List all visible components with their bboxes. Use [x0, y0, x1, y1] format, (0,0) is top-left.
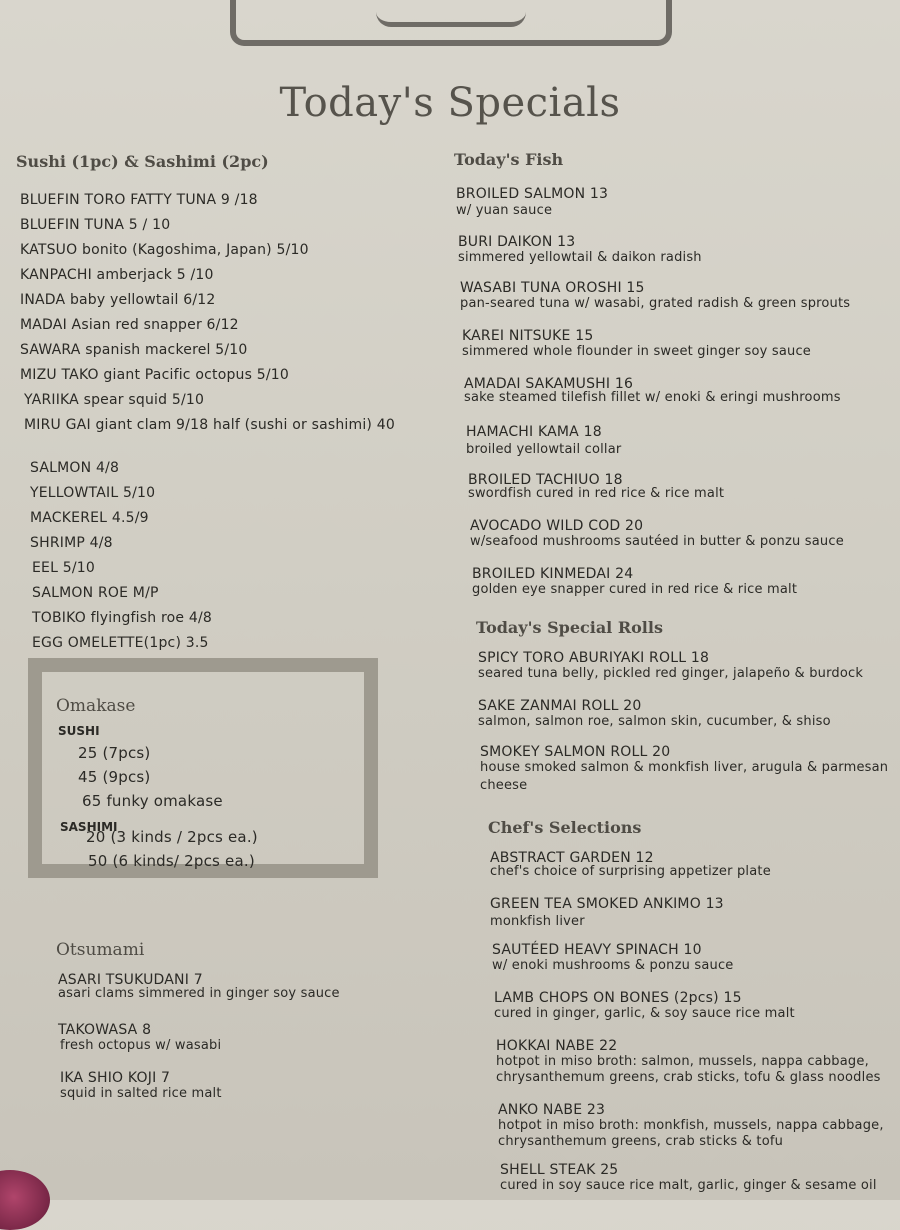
omakase-box	[28, 658, 378, 878]
sushi-item: BLUEFIN TUNA 5 / 10	[20, 217, 171, 233]
sushi-item: MIRU GAI giant clam 9/18 half (sushi or sashimi) 40	[24, 417, 395, 433]
fish-name: BROILED KINMEDAI 24	[472, 566, 634, 582]
fish-heading: Today's Fish	[454, 150, 564, 169]
omakase-heading: Omakase	[56, 696, 136, 716]
sushi-item: MADAI Asian red snapper 6/12	[20, 317, 239, 333]
otsumami-desc: asari clams simmered in ginger soy sauce	[58, 986, 340, 1001]
otsumami-desc: fresh octopus w/ wasabi	[60, 1038, 222, 1053]
fish-name: AMADAI SAKAMUSHI 16	[464, 376, 634, 392]
fish-desc: w/ yuan sauce	[456, 203, 553, 218]
nigiri-item: EGG OMELETTE(1pc) 3.5	[32, 635, 209, 651]
fish-name: BROILED TACHIUO 18	[468, 472, 623, 488]
page-title: Today's Specials	[279, 80, 621, 126]
sushi-item: SAWARA spanish mackerel 5/10	[20, 342, 248, 358]
fish-desc: pan-seared tuna w/ wasabi, grated radish & green sprouts	[460, 296, 851, 311]
chef-desc: hotpot in miso broth: monkfish, mussels, nappa cabbage,	[498, 1118, 884, 1133]
rolls-heading: Today's Special Rolls	[476, 618, 663, 637]
chef-name: SHELL STEAK 25	[500, 1162, 619, 1178]
chef-desc: cured in soy sauce rice malt, garlic, ginger & sesame oil	[500, 1178, 877, 1193]
omakase-sashimi-label: SASHIMI	[60, 820, 118, 834]
omakase-option: 25 (7pcs)	[78, 744, 151, 762]
fish-name: KAREI NITSUKE 15	[462, 328, 594, 344]
roll-desc-cont: cheese	[480, 778, 528, 793]
sushi-item: KATSUO bonito (Kagoshima, Japan) 5/10	[20, 242, 309, 258]
sushi-item: INADA baby yellowtail 6/12	[20, 292, 216, 308]
sushi-heading: Sushi (1pc) & Sashimi (2pc)	[16, 152, 269, 171]
otsumami-heading: Otsumami	[56, 940, 145, 960]
chef-desc-cont: chrysanthemum greens, crab sticks, tofu & glass noodles	[496, 1070, 881, 1085]
sushi-item: KANPACHI amberjack 5 /10	[20, 267, 214, 283]
fish-desc: simmered whole flounder in sweet ginger soy sauce	[462, 344, 811, 359]
omakase-option: 50 (6 kinds/ 2pcs ea.)	[88, 852, 255, 870]
omakase-option: 45 (9pcs)	[78, 768, 151, 786]
chef-name: LAMB CHOPS ON BONES (2pcs) 15	[494, 990, 742, 1006]
nigiri-item: SALMON ROE M/P	[32, 585, 159, 601]
chef-desc: monkfish liver	[490, 914, 585, 929]
roll-desc: salmon, salmon roe, salmon skin, cucumber, & shiso	[478, 714, 831, 729]
fish-name: WASABI TUNA OROSHI 15	[460, 280, 645, 296]
sushi-item: YARIIKA spear squid 5/10	[24, 392, 205, 408]
chef-desc: chef's choice of surprising appetizer plate	[490, 864, 771, 879]
omakase-option: 65 funky omakase	[82, 792, 223, 810]
roll-desc: house smoked salmon & monkfish liver, arugula & parmesan	[480, 760, 889, 775]
nigiri-item: YELLOWTAIL 5/10	[30, 485, 156, 501]
fish-name: HAMACHI KAMA 18	[466, 424, 602, 440]
fish-desc: golden eye snapper cured in red rice & rice malt	[472, 582, 798, 597]
sushi-item: MIZU TAKO giant Pacific octopus 5/10	[20, 367, 289, 383]
otsumami-desc: squid in salted rice malt	[60, 1086, 222, 1101]
nigiri-item: EEL 5/10	[32, 560, 95, 576]
chef-desc: cured in ginger, garlic, & soy sauce rice malt	[494, 1006, 795, 1021]
omakase-option: 20 (3 kinds / 2pcs ea.)	[86, 828, 258, 846]
otsumami-name: TAKOWASA 8	[58, 1022, 152, 1038]
nigiri-item: TOBIKO flyingfish roe 4/8	[32, 610, 212, 626]
chef-desc-cont: chrysanthemum greens, crab sticks & tofu	[498, 1134, 784, 1149]
fish-desc: broiled yellowtail collar	[466, 442, 622, 457]
fish-name: AVOCADO WILD COD 20	[470, 518, 644, 534]
fish-desc: swordfish cured in red rice & rice malt	[468, 486, 725, 501]
menu-clip	[230, 0, 672, 46]
chef-heading: Chef's Selections	[488, 818, 642, 837]
fish-name: BURI DAIKON 13	[458, 234, 576, 250]
thumb-shadow	[0, 1170, 50, 1230]
chef-name: ABSTRACT GARDEN 12	[490, 850, 654, 866]
fish-desc: simmered yellowtail & daikon radish	[458, 250, 702, 265]
fish-name: BROILED SALMON 13	[456, 186, 609, 202]
nigiri-item: MACKEREL 4.5/9	[30, 510, 149, 526]
chef-desc: w/ enoki mushrooms & ponzu sauce	[492, 958, 734, 973]
chef-name: ANKO NABE 23	[498, 1102, 606, 1118]
roll-name: SMOKEY SALMON ROLL 20	[480, 744, 671, 760]
chef-name: HOKKAI NABE 22	[496, 1038, 618, 1054]
roll-name: SPICY TORO ABURIYAKI ROLL 18	[478, 650, 710, 666]
chef-name: GREEN TEA SMOKED ANKIMO 13	[490, 896, 724, 912]
otsumami-name: ASARI TSUKUDANI 7	[58, 972, 203, 988]
sushi-item: BLUEFIN TORO FATTY TUNA 9 /18	[20, 192, 258, 208]
fish-desc: w/seafood mushrooms sautéed in butter & ponzu sauce	[470, 534, 844, 549]
roll-name: SAKE ZANMAI ROLL 20	[478, 698, 642, 714]
otsumami-name: IKA SHIO KOJI 7	[60, 1070, 171, 1086]
fish-desc: sake steamed tilefish fillet w/ enoki & eringi mushrooms	[464, 390, 841, 405]
roll-desc: seared tuna belly, pickled red ginger, jalapeño & burdock	[478, 666, 864, 681]
chef-name: SAUTÉED HEAVY SPINACH 10	[492, 942, 702, 958]
omakase-sushi-label: SUSHI	[58, 724, 100, 738]
chef-desc: hotpot in miso broth: salmon, mussels, nappa cabbage,	[496, 1054, 869, 1069]
nigiri-item: SALMON 4/8	[30, 460, 120, 476]
nigiri-item: SHRIMP 4/8	[30, 535, 113, 551]
